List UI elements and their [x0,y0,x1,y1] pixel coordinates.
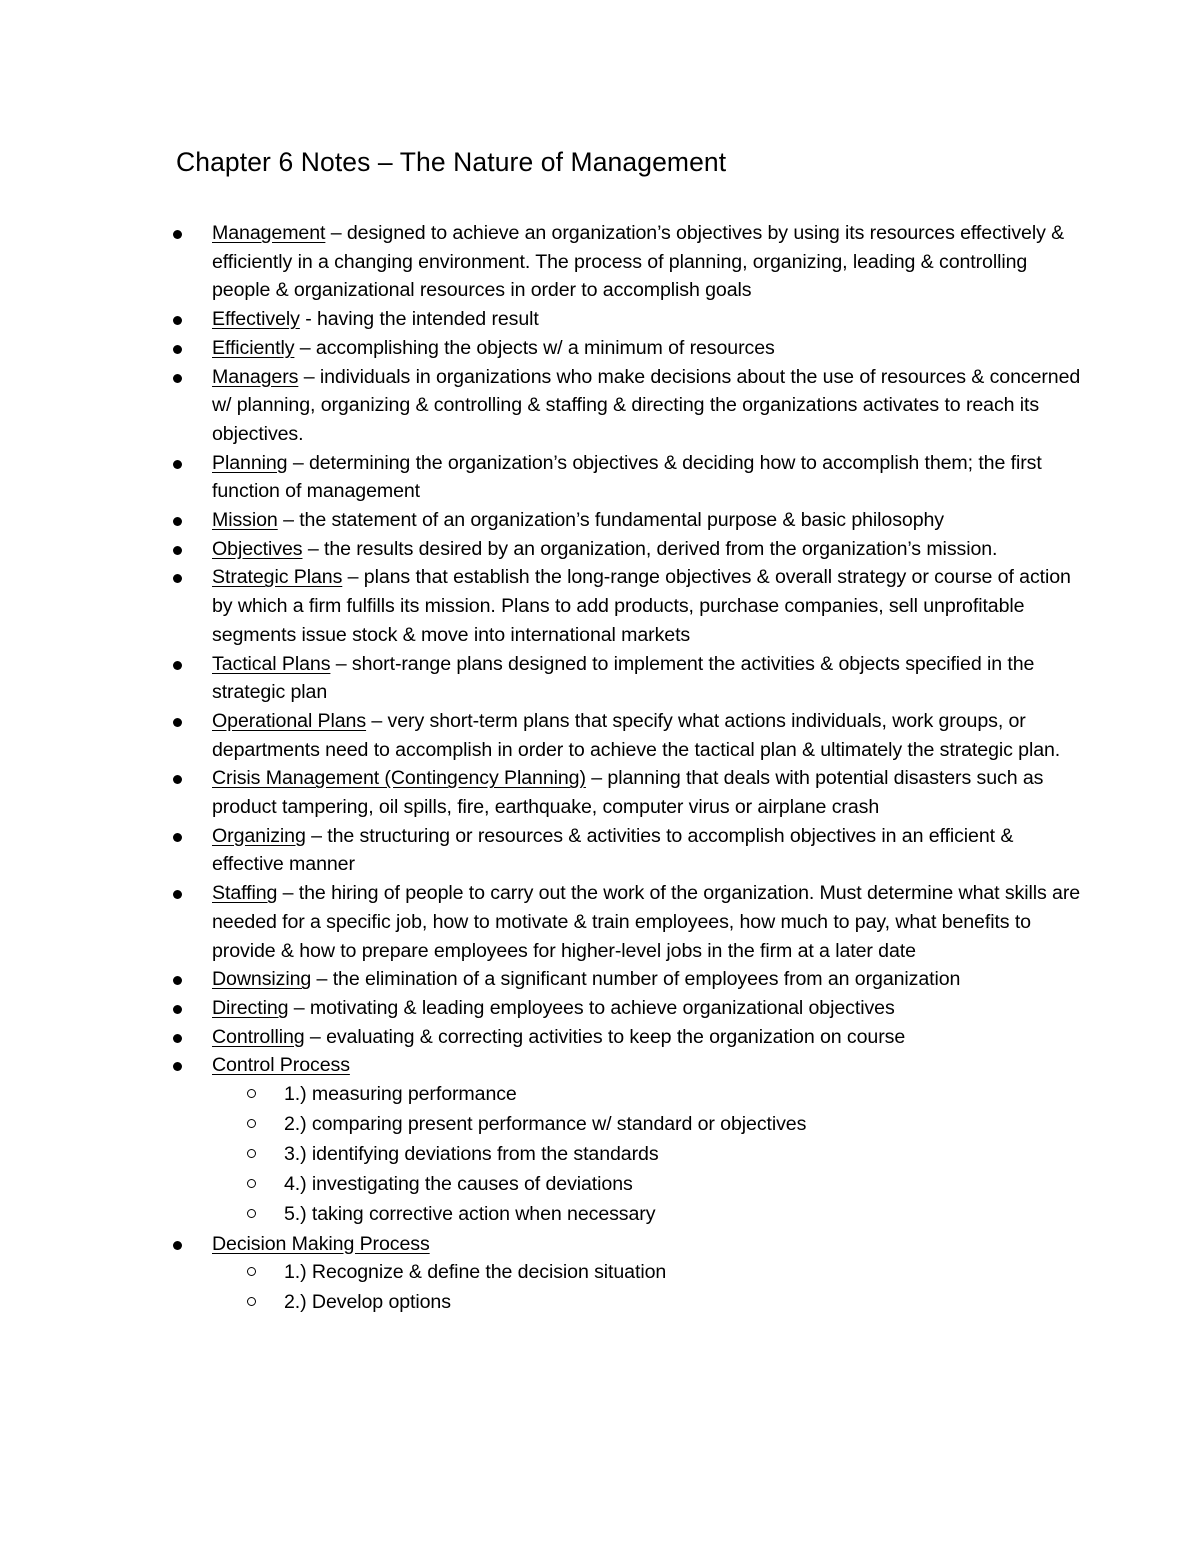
list-item [0,822,1200,879]
sub-item-text: 1.) measuring performance [284,1083,517,1106]
bullet-icon [173,1062,182,1071]
term-label: Operational Plans [212,709,367,732]
bullet-icon [173,345,182,354]
term-definition: – the elimination of a significant number of employees from an organization [311,968,961,991]
term-label: Objectives [212,537,303,560]
hollow-bullet-icon [247,1149,256,1158]
list-item [0,1023,1200,1052]
term-definition: – very short-term plans that specify what actions individuals, work groups, or departments need to accomplish in order to achieve the tactical plan & ultimately the strategic plan. [212,709,1061,761]
term-label: Directing [212,996,289,1019]
bullet-icon [173,374,182,383]
bullet-icon [173,517,182,526]
sub-list-item [0,1288,1200,1318]
term-label: Control Process [212,1054,350,1077]
term-definition: – evaluating & correcting activities to keep the organization on course [304,1025,906,1048]
bullet-icon [173,833,182,842]
bullet-icon [173,1005,182,1014]
term-label: Efficiently [212,336,295,359]
sub-item-text: 5.) taking corrective action when necessary [284,1202,656,1225]
bullet-icon [173,230,182,239]
list-item [0,535,1200,564]
bullet-icon [173,976,182,985]
bullet-icon [173,574,182,583]
term-label: Staffing [212,882,278,905]
term-label: Mission [212,509,278,532]
hollow-bullet-icon [247,1209,256,1218]
sub-list-item [0,1258,1200,1288]
term-definition: – the hiring of people to carry out the work of the organization. Must determine what skills are needed for a specific job, how to motivate & train employees, how much to pay, what benefits to provide & how to prepare employees for higher-level jobs in the firm at a later date [212,882,1081,962]
term-definition: – determining the organization’s objectives & deciding how to accomplish them; the first function of management [212,451,1042,503]
hollow-bullet-icon [247,1119,256,1128]
bullet-icon [173,546,182,555]
sub-list-item [0,1140,1200,1170]
hollow-bullet-icon [247,1267,256,1276]
sub-item-text: 3.) identifying deviations from the standards [284,1142,659,1165]
notes-list [0,219,1200,1318]
bullet-icon [173,718,182,727]
bullet-icon [173,316,182,325]
list-item [0,764,1200,821]
bullet-icon [173,890,182,899]
term-definition: – the statement of an organization’s fundamental purpose & basic philosophy [277,509,944,532]
term-label: Planning [212,451,288,474]
list-item [0,1230,1200,1259]
list-item [0,219,1200,305]
sub-item-text: 2.) Develop options [284,1291,451,1314]
list-item [0,994,1200,1023]
term-label: Controlling [212,1025,305,1048]
list-item [0,334,1200,363]
list-item [0,363,1200,449]
sub-list-item [0,1080,1200,1110]
bullet-icon [173,1241,182,1250]
term-label: Crisis Management (Contingency Planning) [212,767,586,790]
list-item [0,1051,1200,1080]
bullet-icon [173,661,182,670]
term-definition: – plans that establish the long-range objectives & overall strategy or course of action by which a firm fulfills its mission. Plans to add products, purchase companies, sell unprofitable segments issue stock & move into international markets [212,566,1071,646]
term-label: Managers [212,365,299,388]
list-item [0,707,1200,764]
term-definition: – the results desired by an organization, derived from the organization’s mission. [302,537,998,560]
term-definition: – individuals in organizations who make decisions about the use of resources & concerned w/ planning, organizing & controlling & staffing & directing the organizations activates to reach its objectives. [212,365,1081,445]
sub-item-text: 4.) investigating the causes of deviations [284,1172,633,1195]
hollow-bullet-icon [247,1089,256,1098]
term-definition: - having the intended result [299,308,539,331]
term-label: Downsizing [212,968,312,991]
term-definition: – motivating & leading employees to achieve organizational objectives [288,996,895,1019]
list-item [0,449,1200,506]
list-item [0,506,1200,535]
term-label: Tactical Plans [212,652,331,675]
sub-item-text: 1.) Recognize & define the decision situation [284,1261,667,1284]
term-definition: – designed to achieve an organization’s objectives by using its resources effectively & efficiently in a changing environment. The process of planning, organizing, leading & controlling people & organizational resources in order to accomplish goals [212,222,1065,302]
term-definition: – the structuring or resources & activities to accomplish objectives in an efficient & effective manner [212,824,1014,876]
term-definition: – planning that deals with potential disasters such as product tampering, oil spills, fire, earthquake, computer virus or airplane crash [212,767,1044,819]
sub-item-text: 2.) comparing present performance w/ standard or objectives [284,1113,807,1135]
term-definition: – short-range plans designed to implement the activities & objects specified in the strategic plan [212,652,1035,704]
hollow-bullet-icon [247,1297,256,1306]
sub-list-item [0,1170,1200,1200]
sub-list-item [0,1200,1200,1230]
bullet-icon [173,460,182,469]
term-label: Decision Making Process [212,1232,430,1255]
term-label: Management [212,222,326,244]
bullet-icon [173,775,182,784]
term-label: Strategic Plans [212,566,343,589]
list-item [0,879,1200,965]
hollow-bullet-icon [247,1179,256,1188]
list-item [0,563,1200,649]
sub-list-item [0,1110,1200,1140]
term-definition: – accomplishing the objects w/ a minimum of resources [294,336,775,359]
list-item [0,650,1200,707]
page-title: Chapter 6 Notes – The Nature of Management [176,147,727,177]
term-label: Effectively [212,308,300,331]
bullet-icon [173,1034,182,1043]
list-item [0,305,1200,334]
list-item [0,965,1200,994]
term-label: Organizing [212,824,306,847]
